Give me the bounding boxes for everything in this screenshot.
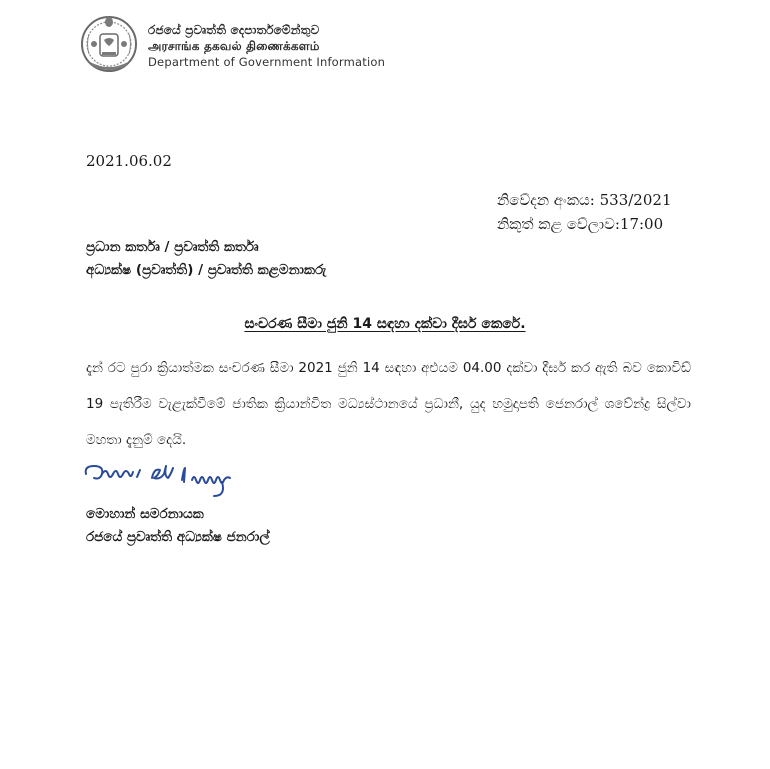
letterhead-tamil: அரசாங்க தகவல் திணைக்களம் [148,39,320,53]
reference-block [497,188,671,236]
body-paragraph: දැන් රට පුරා ක්‍රියාත්මක සංචරණ සීමා 2021 ජුනි 14 සඳහා අළුයම 04.00 දක්වා දීර්ඝ කර ඇති බව කොවිඩ් 19 පැතිරීම වැළැක්වීමේ ජාතික ක්‍රියාන්විත මධ්‍යස්ථානයේ ප්‍රධානී, යුද හමුදාපති ජෙනරාල් ශවේන්ද්‍ර සිල්වා මහතා දැනුම් දෙයි. [86,360,691,448]
addressee-line-1: ප්‍රධාන කර්තෘ / ප්‍රවෘත්ති කර්තෘ [86,239,259,255]
signer-block [86,503,270,549]
addressee-block [86,236,326,282]
subject-heading [0,316,770,332]
government-emblem-icon [80,14,138,74]
release-time: නිකුත් කළ වේලාව:17:00 [497,215,664,233]
release-number: නිවේදන අංකය: 533/2021 [497,191,672,209]
signer-name: මොහාන් සමරනායක [86,506,204,522]
subject-text: සංචරණ සීමා ජුනි 14 සඳහා දක්වා දීර්ඝ කෙරේ. [244,316,526,332]
signature-icon [82,458,250,500]
document-date: 2021.06.02 [86,152,172,170]
letterhead-sinhala: රජයේ ප්‍රවෘත්ති දෙපාර්තමේන්තුව [148,23,320,37]
addressee-line-2: අධ්‍යක්ෂ (ප්‍රවෘත්ති) / ප්‍රවෘත්ති කළමනාකරු [86,262,327,278]
letterhead [148,22,388,70]
letterhead-english: Department of Government Information [148,55,386,69]
signer-title: රජයේ ප්‍රවෘත්ති අධ්‍යක්ෂ ජනරාල් [86,529,270,545]
